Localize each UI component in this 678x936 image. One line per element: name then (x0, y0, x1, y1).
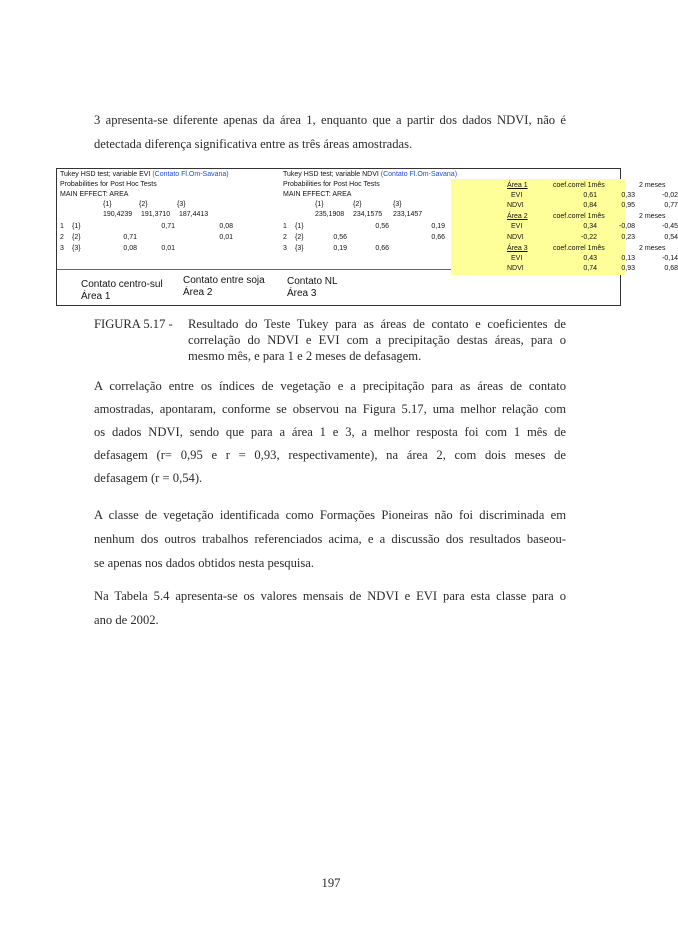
ndvi-cell: 0,66 (375, 245, 389, 252)
evi-row-group: {3} (72, 245, 81, 252)
legend-item-area-1 (81, 279, 163, 303)
ndvi-panel-subtitle: Probabilities for Post Hoc Tests (283, 181, 380, 188)
corr-value: 0,23 (621, 234, 635, 241)
ndvi-mean: 233,1457 (393, 211, 423, 218)
evi-cell-significant: 0,01 (219, 234, 233, 241)
evi-cell: 0,71 (161, 223, 175, 230)
corr-value: 0,84 (583, 202, 597, 209)
ndvi-panel-title: Tukey HSD test; variable NDVI (Contato Fl.Om-Savana) (283, 171, 458, 178)
evi-row-number: 3 (60, 245, 64, 252)
corr-variable: EVI (511, 192, 523, 199)
ndvi-row-group: {2} (295, 234, 304, 241)
corr-value: 0,77 (664, 202, 678, 209)
corr-value: 0,33 (621, 192, 635, 199)
legend-area: Área 3 (287, 288, 317, 299)
text-line: A correlação entre os índices de vegetação e a precipitação para as áreas de contato (94, 379, 566, 393)
text-line: detectada diferença significativa entre as três áreas amostradas. (94, 137, 413, 151)
corr-variable: NDVI (507, 265, 524, 272)
corr-header: coef.correl 1mês (553, 245, 605, 252)
evi-cell: 0,08 (123, 245, 137, 252)
evi-col-header: {2} (139, 201, 148, 208)
legend-name: Contato centro-sul (81, 279, 163, 290)
text-line: amostradas, apontaram, conforme se observou na Figura 5.17, uma melhor relação com (94, 402, 566, 416)
page-number: 197 (321, 876, 341, 890)
paragraph-vegetation-class (94, 503, 566, 575)
text-line: se apenas nos dados obtidos nesta pesquisa. (94, 556, 315, 570)
evi-col-header: {3} (177, 201, 186, 208)
evi-mean: 191,3710 (141, 211, 171, 218)
ndvi-row-number: 1 (283, 223, 287, 230)
ndvi-col-header: {3} (393, 201, 402, 208)
evi-cell: 0,71 (123, 234, 137, 241)
legend-item-area-3 (287, 276, 338, 300)
text-line: os dados NDVI, sendo que para a área 1 e 3, a melhor resposta foi com 1 mês de (94, 425, 566, 439)
ndvi-mean: 234,1575 (353, 211, 383, 218)
ndvi-row-group: {1} (295, 223, 304, 230)
ndvi-row-number: 2 (283, 234, 287, 241)
evi-panel-title: Tukey HSD test; variable EVI (Contato Fl.Om-Savana) (60, 171, 229, 178)
corr-header: 2 meses (639, 245, 666, 252)
caption-number: FIGURA 5.17 - (94, 317, 173, 331)
legend-area: Área 1 (81, 291, 111, 302)
corr-value: 0,43 (583, 255, 597, 262)
text-line: ano de 2002. (94, 613, 159, 627)
evi-panel-effect: MAIN EFFECT: AREA (60, 191, 129, 198)
corr-value: 0,13 (621, 255, 635, 262)
text-line: nenhum dos outros trabalhos referenciados acima, e a discussão dos resultados baseou- (94, 532, 566, 546)
ndvi-cell: 0,56 (375, 223, 389, 230)
corr-header: coef.correl 1mês (553, 182, 605, 189)
text-line: defasagem (r= 0,95 e r = 0,93, respectivamente), na área 2, com dois meses de (94, 448, 566, 462)
caption-text (188, 316, 566, 364)
evi-panel-subtitle: Probabilities for Post Hoc Tests (60, 181, 157, 188)
text-line: defasagem (r = 0,54). (94, 471, 203, 485)
ndvi-col-header: {1} (315, 201, 324, 208)
corr-value: 0,34 (583, 223, 597, 230)
legend-area: Área 2 (183, 287, 213, 298)
paragraph-correlation (94, 375, 566, 490)
corr-header: 2 meses (639, 182, 666, 189)
corr-header: 2 meses (639, 213, 666, 220)
legend-item-area-2 (183, 275, 265, 299)
ndvi-row-group: {3} (295, 245, 304, 252)
corr-header: coef.correl 1mês (553, 213, 605, 220)
evi-cell: 0,08 (219, 223, 233, 230)
legend-name: Contato NL (287, 276, 338, 287)
corr-value: -0,08 (619, 223, 635, 230)
ndvi-cell: 0,19 (333, 245, 347, 252)
caption-line: mesmo mês, e para 1 e 2 meses de defasagem. (188, 349, 422, 363)
corr-value: -0,14 (662, 255, 678, 262)
evi-cell-significant: 0,01 (161, 245, 175, 252)
corr-variable: NDVI (507, 234, 524, 241)
ndvi-cell: 0,19 (431, 223, 445, 230)
area-label: Área 1 (507, 182, 528, 189)
ndvi-cell: 0,56 (333, 234, 347, 241)
legend-name: Contato entre soja (183, 275, 265, 286)
corr-value: 0,54 (664, 234, 678, 241)
corr-value: 0,68 (664, 265, 678, 272)
legend-divider (57, 269, 451, 270)
evi-row-number: 2 (60, 234, 64, 241)
ndvi-col-header: {2} (353, 201, 362, 208)
evi-row-number: 1 (60, 223, 64, 230)
corr-variable: EVI (511, 255, 523, 262)
corr-value: -0,22 (581, 234, 597, 241)
intro-paragraph (94, 108, 566, 156)
figure-5-17 (56, 168, 678, 306)
area-label: Área 3 (507, 245, 528, 252)
corr-variable: EVI (511, 223, 523, 230)
caption-line: Resultado do Teste Tukey para as áreas de contato e coeficientes de (188, 317, 566, 331)
text-line: 3 apresenta-se diferente apenas da área 1, enquanto que a partir dos dados NDVI, não é (94, 113, 566, 127)
corr-value: -0,02 (662, 192, 678, 199)
ndvi-cell: 0,66 (431, 234, 445, 241)
evi-mean: 187,4413 (179, 211, 209, 218)
corr-value: 0,95 (621, 202, 635, 209)
evi-row-group: {1} (72, 223, 81, 230)
evi-col-header: {1} (103, 201, 112, 208)
paragraph-table-reference (94, 584, 566, 632)
ndvi-panel-effect: MAIN EFFECT: AREA (283, 191, 352, 198)
corr-value: -0,45 (662, 223, 678, 230)
corr-variable: NDVI (507, 202, 524, 209)
text-line: Na Tabela 5.4 apresenta-se os valores mensais de NDVI e EVI para esta classe para o (94, 589, 566, 603)
text-line: A classe de vegetação identificada como Formações Pioneiras não foi discriminada em (94, 508, 566, 522)
caption-line: correlação do NDVI e EVI com a precipitação destas áreas, para o (188, 333, 566, 347)
evi-row-group: {2} (72, 234, 81, 241)
ndvi-row-number: 3 (283, 245, 287, 252)
area-label: Área 2 (507, 213, 528, 220)
evi-mean: 190,4239 (103, 211, 133, 218)
corr-value: 0,61 (583, 192, 597, 199)
corr-value: 0,74 (583, 265, 597, 272)
ndvi-mean: 235,1908 (315, 211, 345, 218)
corr-value: 0,93 (621, 265, 635, 272)
